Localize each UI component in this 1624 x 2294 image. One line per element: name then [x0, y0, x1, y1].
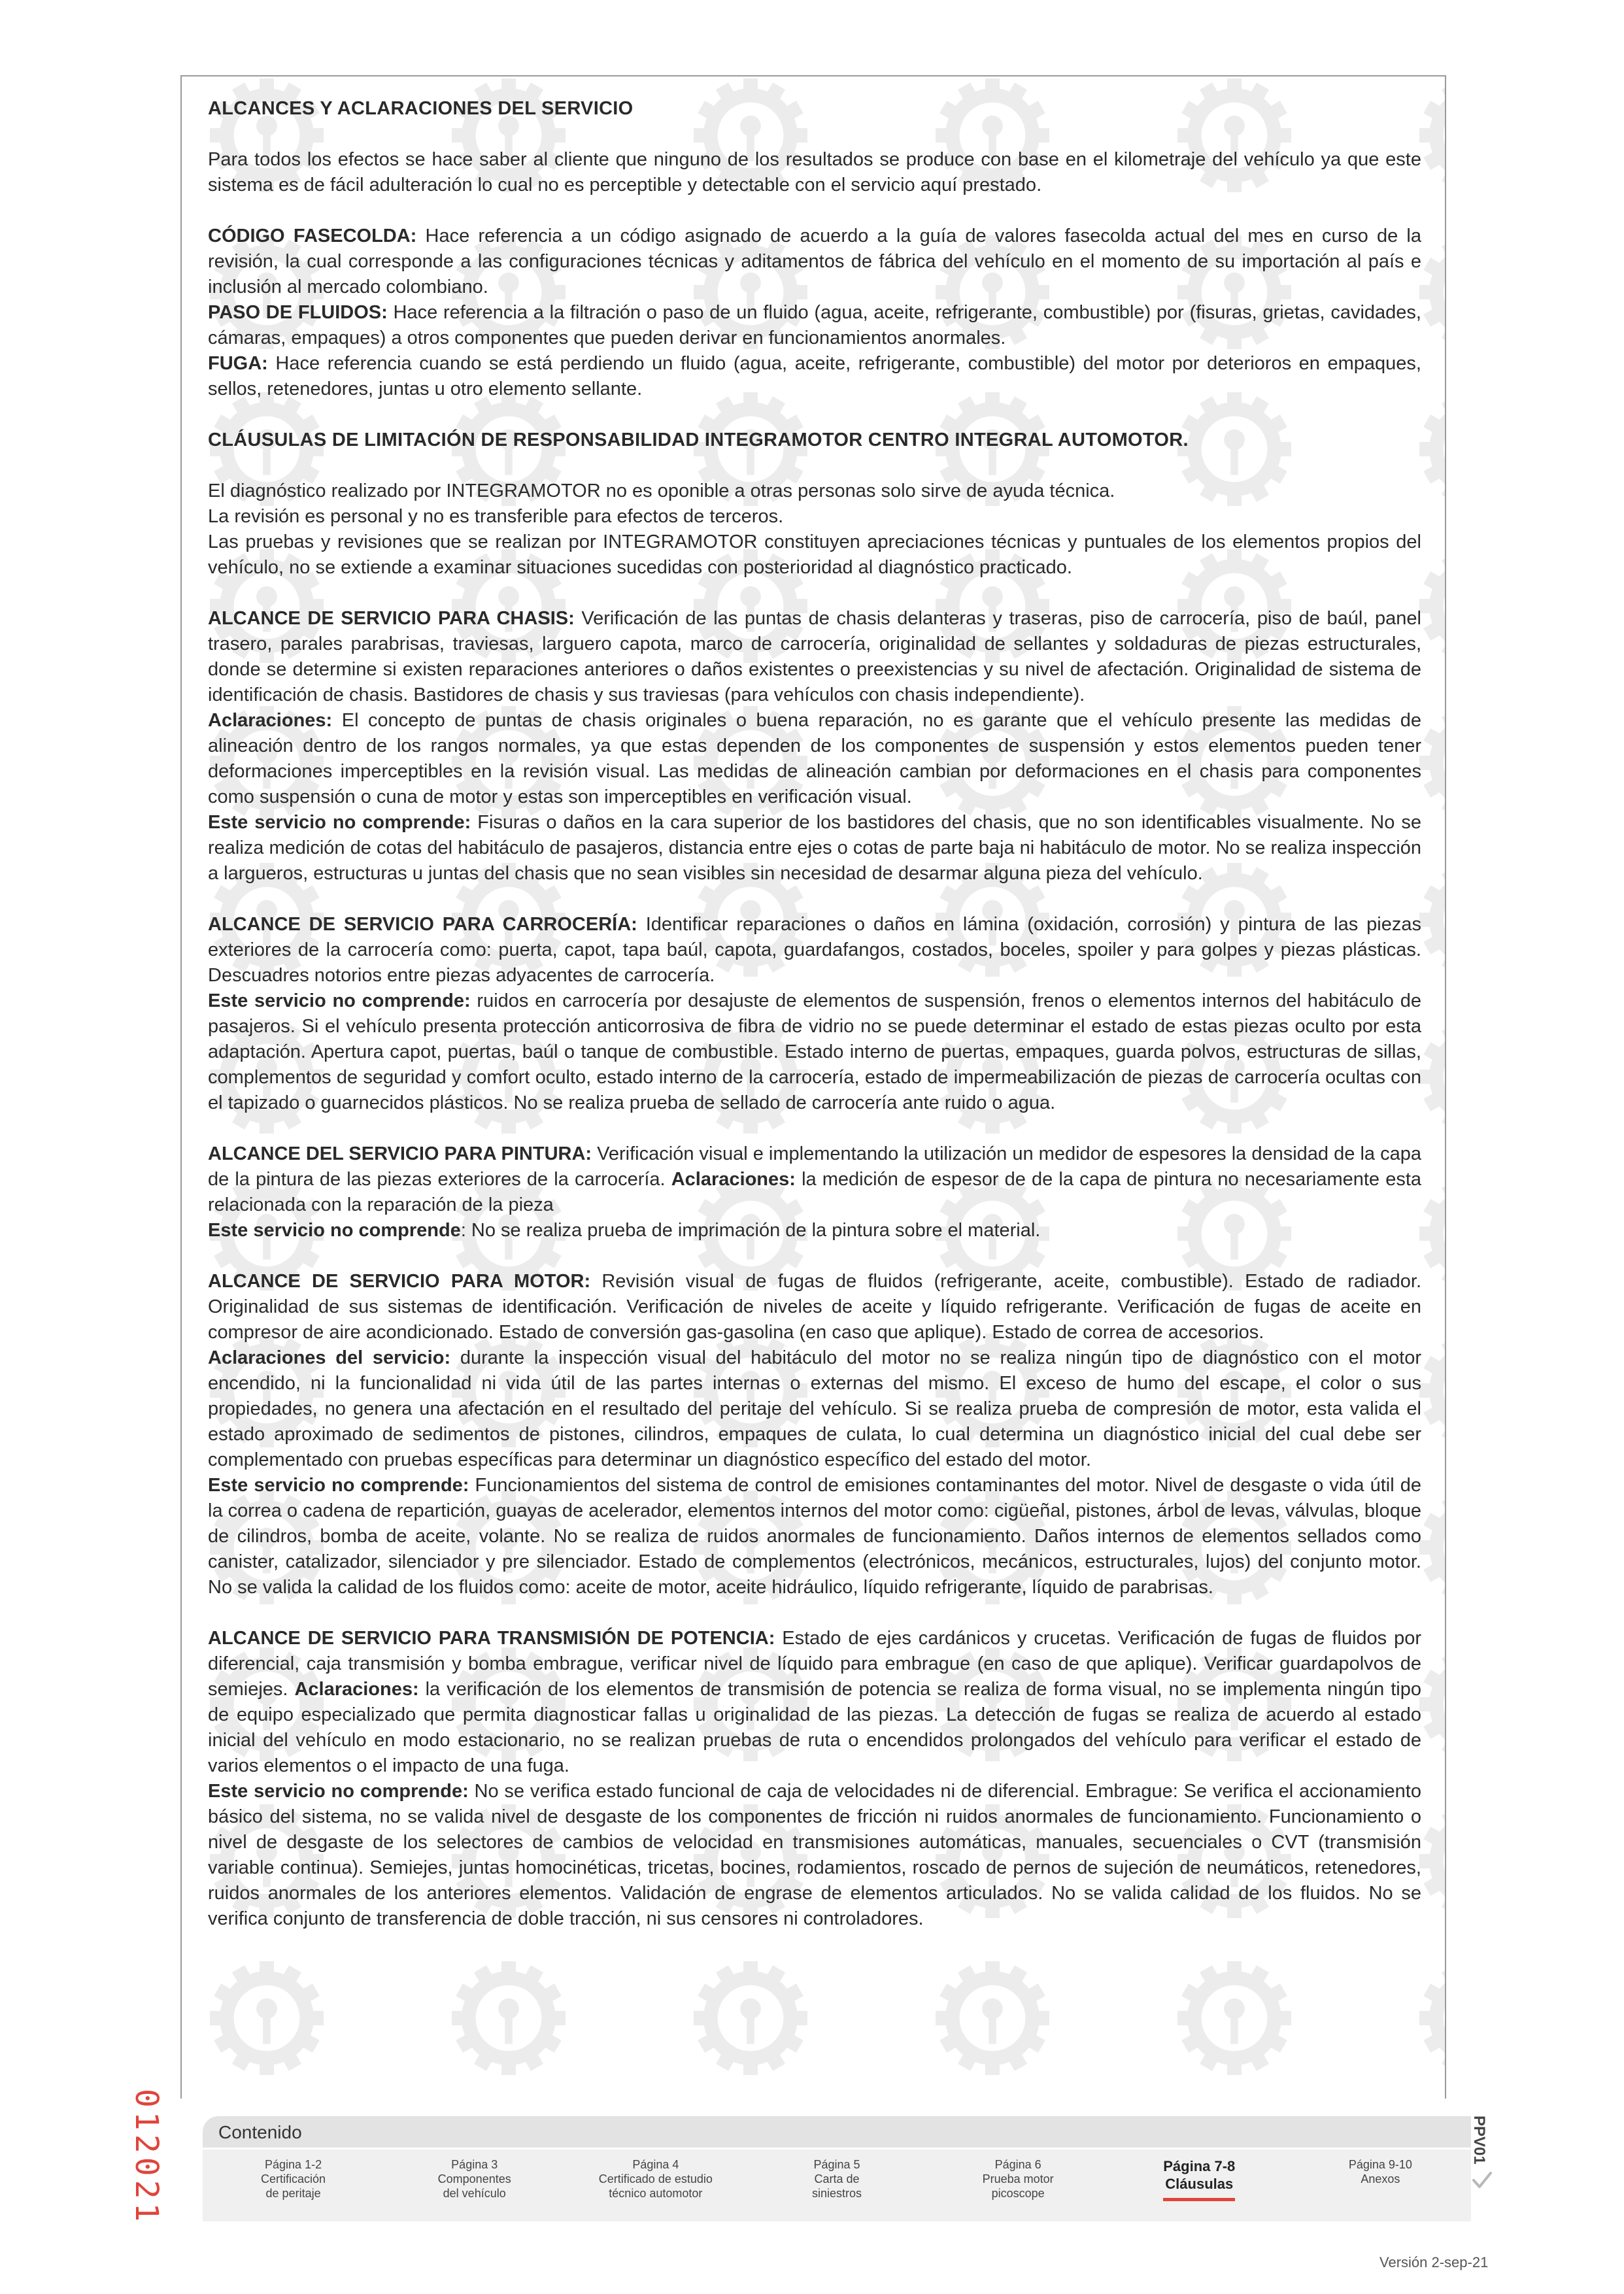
bold-term: Este servicio no comprende:: [208, 1781, 469, 1802]
nav-item-label: Carta de: [814, 2172, 860, 2185]
paragraph-gap: [208, 122, 1421, 147]
gear-watermark-icon: [1419, 392, 1446, 506]
bold-term: Aclaraciones:: [294, 1679, 419, 1700]
paragraph-text: Identificar reparaciones o daños en lámina (oxidación, corrosión) y pintura de las piezas exteriores de la carrocería como: puerta, capot, tapa baúl, capota, guardafangos, costados, boceles, spoiler y para golpes y piezas plásticas. Descuadres notorios entre piezas adyacentes de carrocería.: [208, 914, 1421, 986]
nav-item-label: Página 7-8: [1163, 2158, 1236, 2174]
nav-item-label: técnico automotor: [609, 2187, 703, 2200]
paragraph-text: Para todos los efectos se hace saber al cliente que ninguno de los resultados se produce con base en el kilometraje del vehículo ya que este sistema es de fácil adulteración lo cual no es perceptible y detectable con el servicio aquí prestado.: [208, 149, 1421, 195]
bold-term: Aclaraciones del servicio:: [208, 1347, 451, 1368]
paragraph: [208, 224, 1421, 300]
bold-term: FUGA:: [208, 353, 268, 374]
nav-item-label: Página 1-2: [265, 2158, 322, 2171]
nav-item-label: Cláusulas: [1165, 2176, 1234, 2192]
paragraph-text: Revisión visual de fugas de fluidos (refrigerante, aceite, combustible). Estado de radiador. Originalidad de sus sistemas de identificación. Verificación de niveles de aceite y líquido refrigerante. Verificación de fugas de aceite en compresor de aire acondicionado. Estado de conversión gas-gasolina (en caso que aplique). Estado de correa de accesorios.: [208, 1271, 1421, 1343]
gear-watermark-icon: [1419, 1491, 1446, 1604]
nav-item[interactable]: [584, 2157, 728, 2201]
nav-item[interactable]: [765, 2157, 909, 2201]
content-frame: [180, 75, 1446, 2099]
nav-item[interactable]: [946, 2157, 1090, 2201]
paragraph-text: No se verifica estado funcional de caja de velocidades ni de diferencial. Embrague: Se verifica el accionamiento básico del sistema, no se valida nivel de desgaste de los componentes de fricción ni ruidos anormales de funcionamiento. Funcionamiento o nivel de desgaste de los selectores de cambios de velocidad en transmisiones automáticas, manuales, secuenciales o CVT (transmisión variable continua). Semiejes, juntas homocinéticas, tricetas, bocines, rodamientos, roscado de pernos de sujeción de neumáticos, retenedores, ruidos anormales de los anteriores elementos. Validación de engrase de elementos articulados. No se valida calidad de los fluidos. No se verifica conjunto de transferencia de doble tracción, ni sus censores ni controladores.: [208, 1781, 1421, 1929]
nav-item-label: Anexos: [1361, 2172, 1400, 2185]
paragraph-text: ruidos en carrocería por desajuste de elementos de suspensión, frenos o elementos internos del habitáculo de pasajeros. Si el vehículo presenta protección anticorrosiva de fibra de vidrio no se puede determinar el estado de estas piezas oculto por esta adaptación. Apertura capot, puertas, baúl o tanque de combustible. Estado interno de puertas, empaques, guarda polvos, estructuras de sillas, complementos de seguridad y comfort oculto, estado interno de la carrocería, estado de impermeabilización de piezas de carrocería ocultas con el tapizado o guarnecidos plásticos. No se realiza prueba de sellado de carrocería ante ruido o agua.: [208, 990, 1421, 1113]
nav-item-label: picoscope: [991, 2187, 1045, 2200]
nav-item-label: Página 4: [632, 2158, 679, 2171]
paragraph-text: la medición de espesor de de la capa de pintura no necesariamente esta relacionada con la reparación de la pieza: [208, 1169, 1422, 1215]
paragraph: [208, 810, 1421, 886]
paragraph-text: : No se realiza prueba de imprimación de la pintura sobre el material.: [460, 1220, 1041, 1241]
gear-watermark-icon: [1419, 78, 1446, 192]
paragraph-gap: [208, 886, 1421, 912]
section-heading: CLÁUSULAS DE LIMITACIÓN DE RESPONSABILIDAD INTEGRAMOTOR CENTRO INTEGRAL AUTOMOTOR.: [208, 430, 1189, 450]
paragraph-text: Verificación de las puntas de chasis delanteras y traseras, piso de carrocería, piso de baúl, panel trasero, parales parabrisas, traviesas, larguero capota, marco de carrocería, originalidad de sellantes y soldaduras de piezas estructurales, donde se determine si existen reparaciones anteriores o daños existentes o preexistencias y su nivel de afectación. Originalidad de sistema de identificación de chasis. Bastidores de chasis y sus traviesas (para vehículos con chasis independiente).: [208, 608, 1421, 705]
paragraph: [208, 530, 1421, 581]
paragraph-gap: [208, 1243, 1421, 1269]
nav-item-label: Página 9-10: [1348, 2158, 1412, 2171]
check-icon: [1471, 2169, 1493, 2191]
paragraph: [208, 479, 1421, 504]
bold-term: Este servicio no comprende:: [208, 1475, 469, 1496]
page-navigation: [203, 2150, 1471, 2221]
gear-watermark-icon: [1419, 235, 1446, 349]
nav-item[interactable]: [403, 2157, 547, 2201]
paragraph: [208, 1141, 1421, 1218]
section-heading: ALCANCES Y ACLARACIONES DEL SERVICIO: [208, 98, 634, 119]
gear-watermark-icon: [1177, 1961, 1291, 2075]
gear-watermark-icon: [694, 1961, 807, 2075]
nav-item-label: Prueba motor: [982, 2172, 1054, 2185]
paragraph: [208, 988, 1421, 1116]
paragraph-gap: [208, 453, 1421, 479]
paragraph-text: El diagnóstico realizado por INTEGRAMOTOR no es oponible a otras personas solo sirve de ayuda técnica.: [208, 481, 1115, 501]
paragraph: [208, 708, 1421, 810]
bold-term: ALCANCE DE SERVICIO PARA MOTOR:: [208, 1271, 591, 1292]
bold-term: Aclaraciones:: [208, 710, 333, 731]
nav-item-label: siniestros: [811, 2187, 862, 2200]
gear-watermark-icon: [1419, 1961, 1446, 2075]
gear-watermark-icon: [1419, 549, 1446, 663]
nav-item-label: Certificado de estudio: [598, 2172, 713, 2185]
nav-header-bar: [203, 2116, 1471, 2148]
paragraph: [208, 147, 1421, 198]
gear-watermark-icon: [1419, 1804, 1446, 1918]
document-body: [208, 96, 1421, 1932]
nav-item-label: del vehículo: [443, 2187, 506, 2200]
paragraph: [208, 300, 1421, 351]
nav-item-active[interactable]: [1127, 2157, 1271, 2201]
paragraph-text: Estado de ejes cardánicos y crucetas. Verificación de fugas de fluidos por diferencial, caja transmisión y bomba embrague, verificar nivel de líquido para embrague (en caso de que aplique). Verificar guardapolvos de semiejes.: [208, 1628, 1421, 1700]
paragraph-text: Las pruebas y revisiones que se realizan por INTEGRAMOTOR constituyen apreciaciones técnicas y puntuales de los elementos propios del vehículo, no se extiende a examinar situaciones sucedidas con posterioridad al diagnóstico practicado.: [208, 531, 1421, 578]
nav-item-label: de peritaje: [265, 2187, 321, 2200]
bold-term: Este servicio no comprende:: [208, 990, 471, 1011]
gear-watermark-icon: [1419, 1334, 1446, 1447]
paragraph-gap: [208, 1116, 1421, 1141]
paragraph-text: El concepto de puntas de chasis originales o buena reparación, no es garante que el vehículo presente las medidas de alineación dentro de los rangos normales, ya que estas dependen de los componentes de suspensión y estos elementos pueden tener deformaciones imperceptibles en la revisión visual. Las medidas de alineación cambian por deformaciones en el chasis para componentes como suspensión o cuna de motor y estas son imperceptibles en verificación visual.: [208, 710, 1421, 807]
version-code: PPV01: [1470, 2116, 1488, 2165]
bold-term: ALCANCE DE SERVICIO PARA CARROCERÍA:: [208, 914, 637, 935]
paragraph-text: Hace referencia cuando se está perdiendo un fluido (agua, aceite, refrigerante, combustible) del motor por deterioros en empaques, sellos, retenedores, juntas u otro elemento sellante.: [208, 353, 1421, 399]
bold-term: CÓDIGO FASECOLDA:: [208, 226, 417, 246]
paragraph-text: Hace referencia a la filtración o paso de un fluido (agua, aceite, refrigerante, combustible) por (fisuras, grietas, cavidades, cámaras, empaques) a otros componentes que pueden derivar en funcionamientos anormales.: [208, 302, 1421, 348]
gear-watermark-icon: [1419, 1177, 1446, 1290]
nav-item[interactable]: [222, 2157, 365, 2201]
bold-term: ALCANCE DEL SERVICIO PARA PINTURA:: [208, 1143, 592, 1164]
paragraph-text: Funcionamientos del sistema de control de emisiones contaminantes del motor. Nivel de desgaste o vida útil de la correa o cadena de repartición, guayas de acelerador, elementos internos del motor como: cigüeñal, pistones, árbol de levas, válvulas, bloque de cilindros, bomba de aceite, volante. No se realiza de ruidos anormales de funcionamiento. Daños internos de elementos sellados como canister, catalizador, silenciador y pre silenciador. Estado de complementos (electrónicos, mecánicos, estructurales, lujos) del conjunto motor. No se valida la calidad de los fluidos como: aceite de motor, aceite hidráulico, líquido refrigerante, líquido de parabrisas.: [208, 1475, 1421, 1598]
gear-watermark-icon: [1419, 1020, 1446, 1134]
bold-term: Aclaraciones:: [671, 1169, 796, 1190]
bold-term: PASO DE FLUIDOS:: [208, 302, 388, 323]
bold-term: Este servicio no comprende:: [208, 812, 471, 833]
version-label: Versión 2-sep-21: [1379, 2254, 1489, 2270]
paragraph-text: Fisuras o daños en la cara superior de los bastidores del chasis, que no son identificables visualmente. No se realiza medición de cotas del habitáculo de pasajeros, distancia entre ejes o cotas de parte baja ni habitáculo de motor. No se realiza inspección a largueros, estructuras u juntas del chasis que no sean visibles sin necesidad de desarmar alguna pieza del vehículo.: [208, 812, 1421, 884]
bold-term: ALCANCE DE SERVICIO PARA TRANSMISIÓN DE POTENCIA:: [208, 1628, 775, 1649]
paragraph-gap: [208, 1600, 1421, 1626]
paragraph-gap: [208, 581, 1421, 606]
active-indicator: [1163, 2198, 1235, 2201]
paragraph-gap: [208, 198, 1421, 224]
serial-number: 012021: [128, 2089, 165, 2226]
gear-watermark-icon: [1419, 706, 1446, 820]
paragraph: [208, 1473, 1421, 1600]
paragraph: [208, 1779, 1421, 1932]
nav-item[interactable]: [1308, 2157, 1452, 2186]
nav-item-label: Página 6: [994, 2158, 1041, 2171]
paragraph-text: La revisión es personal y no es transferible para efectos de terceros.: [208, 506, 784, 527]
nav-item-label: Página 5: [813, 2158, 860, 2171]
nav-title: Contenido: [218, 2122, 302, 2142]
nav-item-label: Componentes: [437, 2172, 511, 2185]
paragraph: [208, 1218, 1421, 1243]
paragraph: [208, 912, 1421, 988]
nav-item-label: Página 3: [451, 2158, 498, 2171]
gear-watermark-icon: [1419, 1647, 1446, 1761]
paragraph: [208, 1269, 1421, 1345]
paragraph: [208, 1626, 1421, 1779]
nav-item-label: Certificación: [261, 2172, 326, 2185]
paragraph-text: Verificación visual e implementando la utilización un medidor de espesores la densidad de la capa de la pintura de las piezas exteriores de la carrocería.: [208, 1143, 1421, 1190]
paragraph: [208, 606, 1421, 708]
bold-term: ALCANCE DE SERVICIO PARA CHASIS:: [208, 608, 575, 629]
paragraph-text: la verificación de los elementos de transmisión de potencia se realiza de forma visual, no se implementa ningún tipo de equipo especializado que permita diagnosticar fallas u originalidad de las piezas. La detección de fugas se realiza de acuerdo al estado inicial del vehículo en modo estacionario, no se realizan pruebas de ruta o encendidos prolongados del vehículo para verificar el estado de varios elementos o el impacto de una fuga.: [208, 1679, 1421, 1776]
gear-watermark-icon: [210, 1961, 324, 2075]
gear-watermark-icon: [1419, 863, 1446, 977]
paragraph: [208, 1345, 1421, 1473]
gear-watermark-icon: [936, 1961, 1049, 2075]
paragraph: [208, 504, 1421, 530]
bold-term: Este servicio no comprende: [208, 1220, 461, 1241]
paragraph-gap: [208, 402, 1421, 428]
paragraph: [208, 351, 1421, 402]
paragraph-text: durante la inspección visual del habitáculo del motor no se realiza ningún tipo de diagnóstico con el motor encendido, ni la funcionalidad ni vida útil de las partes internas o externas del mismo. El exceso de humo del escape, el color o sus propiedades, no genera una afectación en el resultado del peritaje del vehículo. Si se realiza prueba de compresión de motor, esta valida el estado aproximado de sedimentos de pistones, cilindros, empaques de culata, lo cual determina un diagnóstico inicial del cual debe ser complementado con pruebas específicas para determinar un diagnóstico específico del estado del motor.: [208, 1347, 1422, 1470]
paragraph-text: Hace referencia a un código asignado de acuerdo a la guía de valores fasecolda actual del mes en curso de la revisión, la cual corresponde a las configuraciones técnicas y aditamentos de fábrica del vehículo en el momento de su importación al país e inclusión al mercado colombiano.: [208, 226, 1422, 297]
gear-watermark-icon: [452, 1961, 566, 2075]
